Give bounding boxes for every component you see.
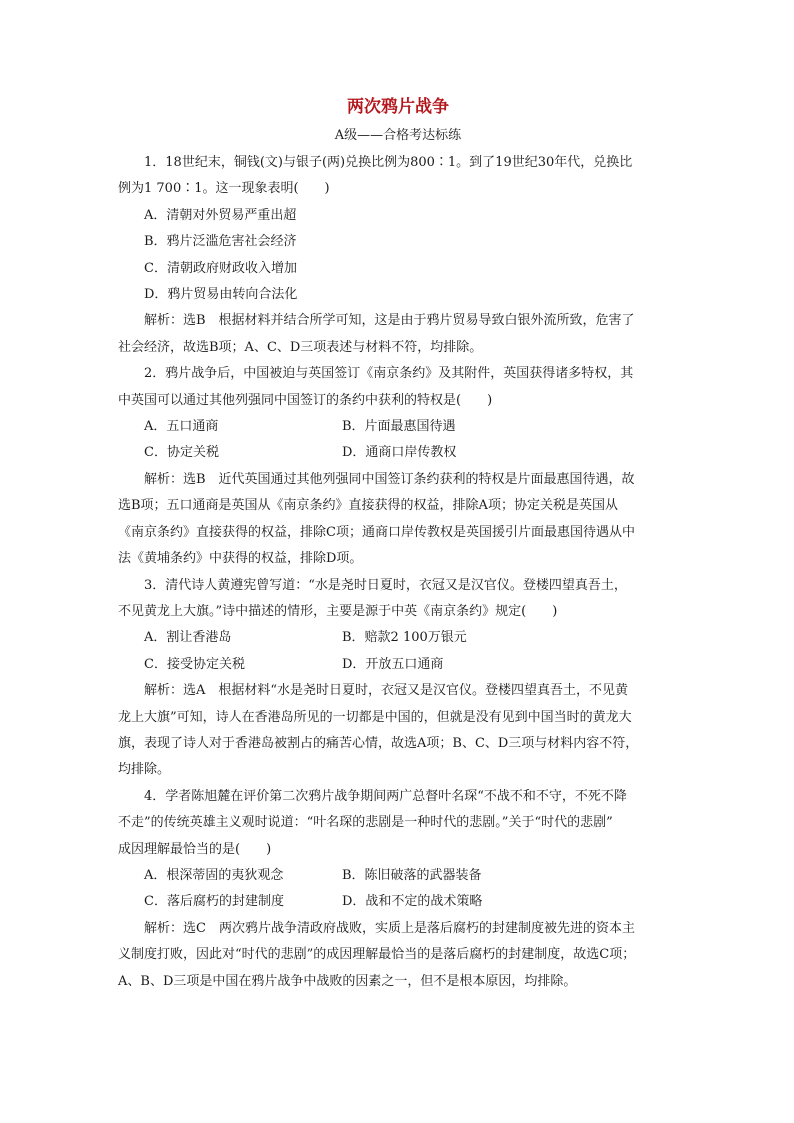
question-3-analysis-line-1: 解析：选A 根据材料“水是尧时日夏时，衣冠又是汉官仪。登楼四望真吾土，不见黄 <box>144 683 629 699</box>
question-2-stem-line-1: 2．鸦片战争后，中国被迫与英国签订《南京条约》及其附件，英国获得诸多特权，其 <box>144 366 634 382</box>
question-3-options-row-2 <box>118 652 678 678</box>
question-1 <box>118 150 678 361</box>
question-4-option-d: D．战和不定的战术策略 <box>342 894 483 910</box>
question-2-analysis-line-4: 法《黄埔条约》中获得的权益，排除D项。 <box>118 551 363 567</box>
page-subtitle: A级——合格考达标练 <box>334 128 462 143</box>
question-4-analysis-line-3: A、B、D三项是中国在鸦片战争中战败的因素之一，但不是根本原因，均排除。 <box>118 973 577 989</box>
question-2-options-row-2 <box>118 440 678 466</box>
question-3-option-c: C．接受协定关税 <box>144 656 245 672</box>
question-2-stem-line-2: 中英国可以通过其他列强同中国签订的条约中获利的特权是( ) <box>118 392 493 408</box>
question-3 <box>118 573 678 784</box>
question-1-stem-line-1: 1．18世纪末，铜钱(文)与银子(两)兑换比例为800∶1。到了19世纪30年代，兑换比 <box>144 155 633 170</box>
question-4-stem-line-1: 4．学者陈旭麓在评价第二次鸦片战争期间两广总督叶名琛“不战不和不守，不死不降 <box>144 788 627 804</box>
question-2-analysis-line-1: 解析：选B 近代英国通过其他列强同中国签订条约获利的特权是片面最惠国待遇，故 <box>144 471 635 487</box>
question-2-analysis-line-3: 《南京条约》直接获得的权益，排除C项；通商口岸传教权是英国援引片面最惠国待遇从中 <box>118 524 635 540</box>
question-3-analysis-line-2: 龙上大旗”可知，诗人在香港岛所见的一切都是中国的，但就是没有见到中国当时的黄龙大 <box>118 709 632 725</box>
question-2-analysis-line-2: 选B项；五口通商是英国从《南京条约》直接获得的权益，排除A项；协定关税是英国从 <box>118 498 618 514</box>
question-3-option-b: B．赔款2 100万银元 <box>342 630 467 646</box>
question-4-stem-line-2: 不走”的传统英雄主义观时说道：“叶名琛的悲剧是一种时代的悲剧。”关于“时代的悲剧” <box>118 815 613 831</box>
question-1-option-c: C．清朝政府财政收入增加 <box>144 260 297 276</box>
question-3-options-row-1 <box>118 625 678 651</box>
question-3-stem-line-1: 3．清代诗人黄遵宪曾写道：“水是尧时日夏时，衣冠又是汉官仪。登楼四望真吾土， <box>144 577 627 593</box>
question-1-option-b: B．鸦片泛滥危害社会经济 <box>144 234 297 250</box>
question-4-analysis-line-1: 解析：选C 两次鸦片战争清政府战败，实质上是落后腐朽的封建制度被先进的资本主 <box>144 920 635 936</box>
question-4-stem-line-3: 成因理解最恰当的是( ) <box>118 841 272 857</box>
question-4-analysis-line-2: 义制度打败，因此对“时代的悲剧”的成因理解最恰当的是落后腐朽的封建制度，故选C项； <box>118 947 636 963</box>
document-page <box>118 92 678 995</box>
question-4-option-b: B．陈旧破落的武器装备 <box>342 867 482 883</box>
question-2-option-a: A．五口通商 <box>144 419 219 435</box>
question-1-analysis-line-1: 解析：选B 根据材料并结合所学可知，这是由于鸦片贸易导致白银外流所致，危害了 <box>144 313 635 329</box>
question-1-option-d: D．鸦片贸易由转向合法化 <box>144 287 298 303</box>
question-2-options-row-1 <box>118 414 678 440</box>
question-4-option-c: C．落后腐朽的封建制度 <box>144 894 284 910</box>
question-1-analysis-line-2: 社会经济，故选B项；A、C、D三项表述与材料不符，均排除。 <box>118 339 483 355</box>
question-3-option-d: D．开放五口通商 <box>342 656 444 672</box>
question-1-option-a: A．清朝对外贸易严重出超 <box>144 207 297 223</box>
question-4-options-row-2 <box>118 889 678 915</box>
question-3-analysis-line-3: 旗，表现了诗人对于香港岛被割占的痛苦心情，故选A项；B、C、D三项与材料内容不符， <box>118 735 639 751</box>
question-4-options-row-1 <box>118 863 678 889</box>
question-3-analysis-line-4: 均排除。 <box>118 762 171 778</box>
page-title: 两次鸦片战争 <box>347 97 449 117</box>
question-2 <box>118 361 678 572</box>
question-2-option-c: C．协定关税 <box>144 445 219 461</box>
question-4 <box>118 784 678 995</box>
question-2-option-b: B．片面最惠国待遇 <box>342 419 456 435</box>
question-2-option-d: D．通商口岸传教权 <box>342 445 457 461</box>
question-3-option-a: A．割让香港岛 <box>144 630 232 646</box>
question-4-option-a: A．根深蒂固的夷狄观念 <box>144 867 284 883</box>
question-1-stem-line-2: 例为1 700∶1。这一现象表明( ) <box>118 181 330 197</box>
question-3-stem-line-2: 不见黄龙上大旗。”诗中描述的情形，主要是源于中英《南京条约》规定( ) <box>118 603 558 619</box>
